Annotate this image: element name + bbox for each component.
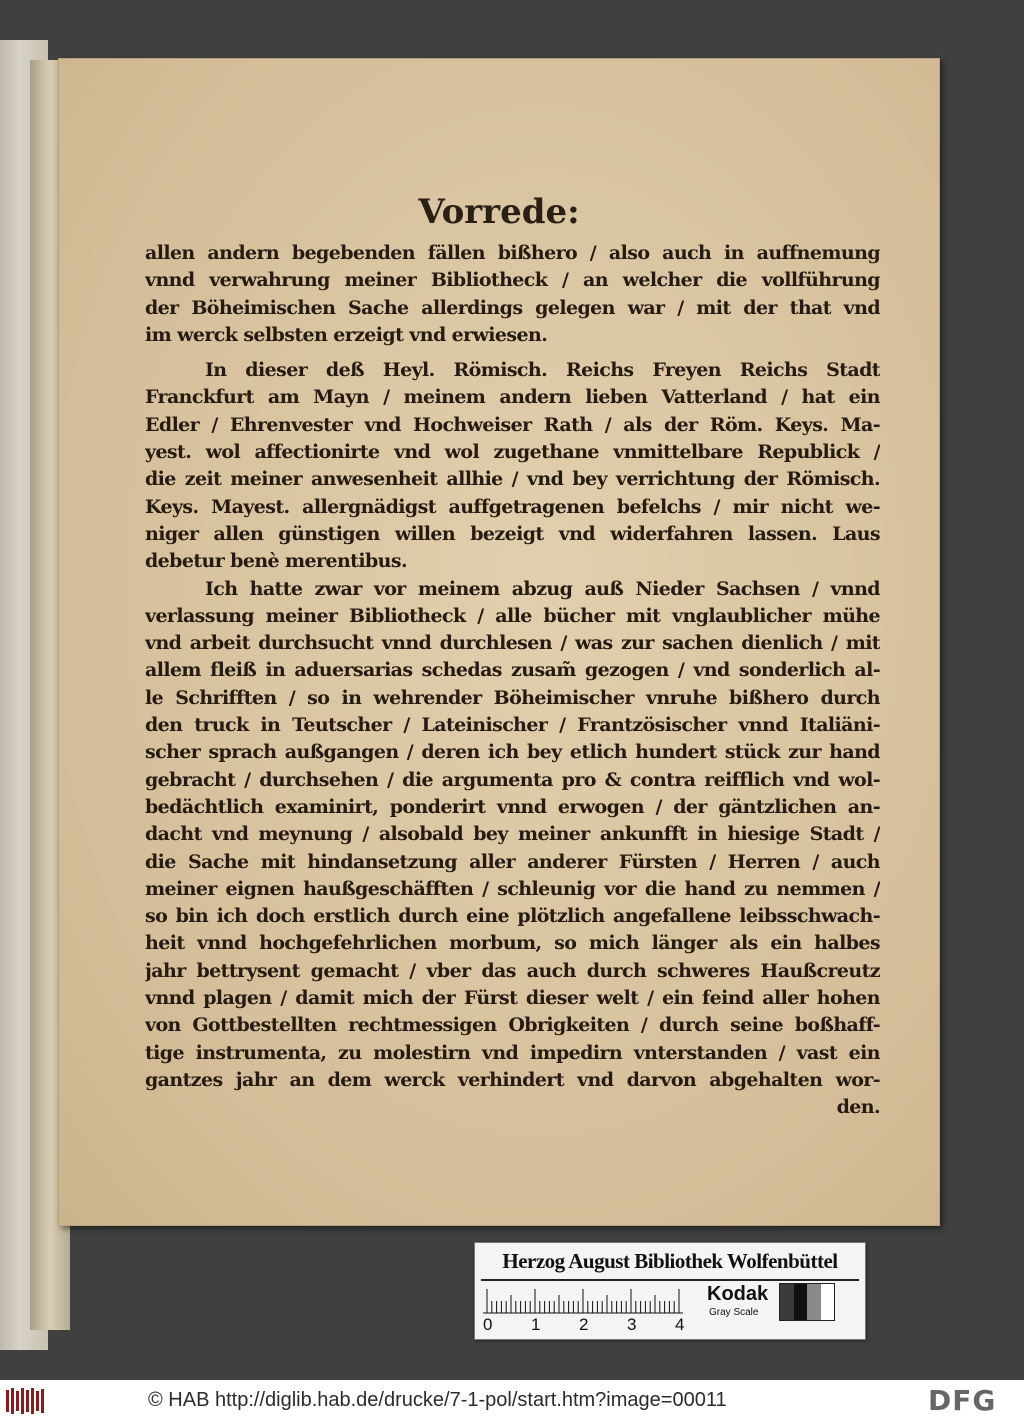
text-line: allem fleiß in aduersarias schedas zusam̃ gezogen / vnd sonderlich al- <box>145 659 880 682</box>
ruler-number: 2 <box>579 1315 589 1334</box>
text-line: Franckfurt am Mayn / meinem andern lieben Vatterland / hat ein <box>145 386 880 409</box>
text-line: gebracht / durchsehen / die argumenta pro & contra reifflich vnd wol- <box>145 768 880 791</box>
text-line: die Sache mit hindansetzung aller anderer Fürsten / Herren / auch <box>145 850 880 873</box>
text-line: die zeit meiner anwesenheit allhie / vnd bey verrichtung der Römisch. <box>145 468 880 491</box>
text-line: den. <box>836 1096 880 1119</box>
text-line: so bin ich doch erstlich durch eine plötzlich angefallene leibsschwach- <box>145 905 880 928</box>
text-line: Keys. Mayest. allergnädigst auffgetragenen befelchs / mir nicht we- <box>145 495 880 518</box>
text-line: Ich hatte zwar vor meinem abzug auß Nieder Sachsen / vnnd <box>205 577 880 600</box>
text-line: debetur benè merentibus. <box>145 550 407 573</box>
kodak-logo: Kodak <box>707 1283 769 1305</box>
text-line: dacht vnd meynung / alsobald bey meiner ankunfft in hiesige Stadt / <box>145 823 880 846</box>
text-line: von Gottbestellten rechtmessigen Obrigkeiten / durch seine boßhaff- <box>145 1014 880 1037</box>
text-line: allen andern begebenden fällen bißhero / also auch in auffnemung <box>145 242 880 264</box>
library-label <box>474 1242 866 1340</box>
text-line: In dieser deß Heyl. Römisch. Reichs Freyen Reichs Stadt <box>205 359 880 382</box>
gray-patch <box>780 1284 794 1320</box>
ruler-number: 0 <box>483 1315 493 1334</box>
text-line: den truck in Teutscher / Lateinischer / Frantzösischer vnnd Italiäni- <box>145 714 880 737</box>
kodak-gray-scale-text: Gray Scale <box>709 1307 759 1318</box>
hab-logo-icon <box>6 1388 46 1414</box>
ruler-number: 3 <box>627 1315 637 1334</box>
text-line: vnnd plagen / damit mich der Fürst dieser welt / ein feind aller hohen <box>145 987 880 1010</box>
text-line: heit vnnd hochgefehrlichen morbum, so mich länger als ein halbes <box>145 932 880 955</box>
label-title: Herzog August Bibliothek Wolfenbüttel <box>502 1249 838 1273</box>
text-line: gantzes jahr an dem werck verhindert vnd darvon abgehalten wor- <box>145 1068 880 1091</box>
gray-patch <box>821 1284 835 1320</box>
text-line: scher sprach außgangen / deren ich bey etlich hundert stück zur hand <box>145 741 880 764</box>
text-line: der Böheimischen Sache allerdings gelegen war / mit der that vnd <box>145 296 880 319</box>
copyright-link[interactable]: © HAB http://diglib.hab.de/drucke/7-1-pol/start.htm?image=00011 <box>148 1389 727 1411</box>
gray-scale-patches <box>779 1283 835 1321</box>
text-line: bedächtlich examinirt, ponderirt vnnd erwogen / der gäntzlichen an- <box>145 795 880 818</box>
text-line: le Schrifften / so in wehrender Böheimischer vnruhe bißhero durch <box>145 686 880 709</box>
text-line: niger allen günstigen willen bezeigt vnd widerfahren lassen. Laus <box>145 522 880 545</box>
page-title: Vorrede: <box>418 192 580 232</box>
text-line: meiner eignen haußgeschäfften / schleunig vor die hand zu nemmen / <box>145 877 880 900</box>
gray-patch <box>794 1284 808 1320</box>
text-line: im werck selbsten erzeigt vnd erwiesen. <box>145 323 548 346</box>
label-divider <box>481 1279 859 1281</box>
ruler-scale <box>483 1283 683 1317</box>
text-line: tige instrumenta, zu molestirn vnd impedirn vnterstanden / vast ein <box>145 1041 880 1064</box>
footer-bar <box>0 1380 1024 1422</box>
dfg-logo: DFG <box>928 1384 997 1417</box>
ruler-number: 4 <box>675 1315 685 1334</box>
text-line: Edler / Ehrenvester vnd Hochweiser Rath / als der Röm. Keys. Ma- <box>145 413 880 436</box>
body-text <box>145 240 880 1122</box>
text-line: vnnd verwahrung meiner Bibliotheck / an welcher die vollführung <box>145 269 880 292</box>
text-line: jahr bettrysent gemacht / vber das auch durch schweres Haußcreutz <box>145 959 880 982</box>
gray-patch <box>807 1284 821 1320</box>
text-line: yest. wol affectionirte vnd wol zugethane vnmittelbare Republick / <box>145 441 880 464</box>
text-line: vnd arbeit durchsucht vnnd durchlesen / was zur sachen dienlich / mit <box>145 632 880 655</box>
ruler-number: 1 <box>531 1315 541 1334</box>
scanned-page <box>58 58 940 1226</box>
text-line: verlassung meiner Bibliotheck / alle bücher mit vnglaublicher mühe <box>145 604 880 627</box>
